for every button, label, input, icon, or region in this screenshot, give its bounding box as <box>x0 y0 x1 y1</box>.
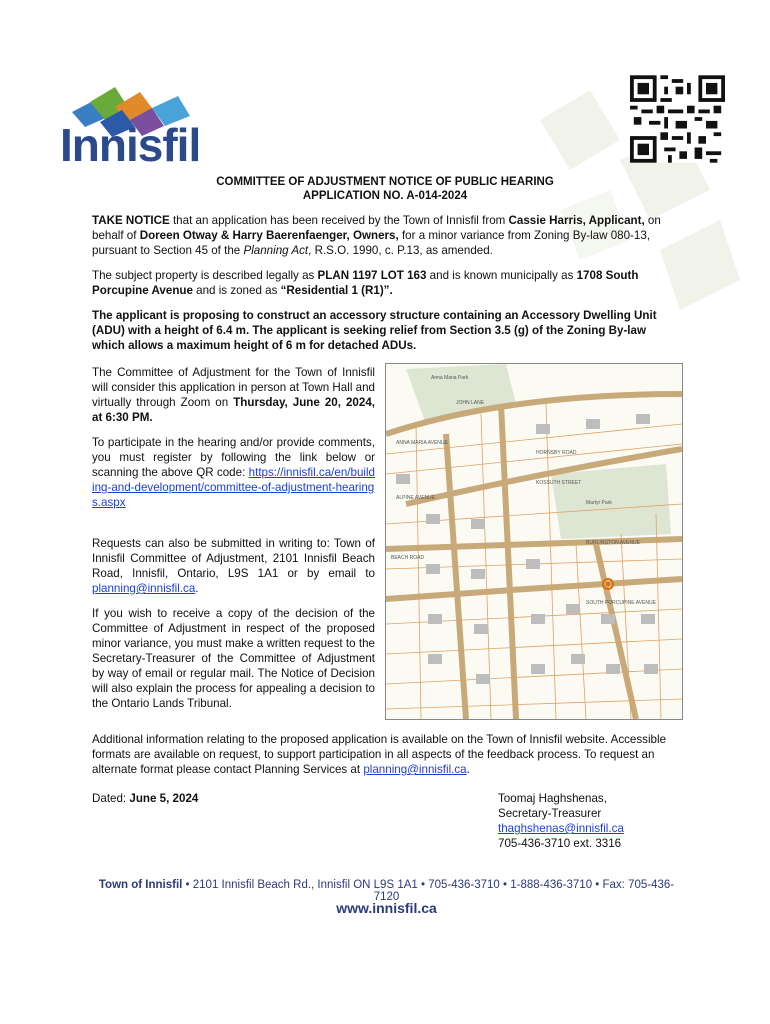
map-label-martyr-park: Martyr Park <box>586 500 612 506</box>
logo-wordmark: Innisfil <box>60 119 201 171</box>
footer-website-link[interactable]: www.innisfil.ca <box>336 900 437 916</box>
signatory-email-link[interactable]: thaghshenas@innisfil.ca <box>498 822 624 835</box>
additional-info-paragraph: Additional information relating to the proposed application is available on the Town of Innisfil website. Accessible formats are available on request, to support participation in all aspects of the feedback process. To request an alternate format please contact Planning Services at planning@innisfil.ca. <box>92 733 667 776</box>
map-label-burlington: BURLINGTON AVENUE <box>586 540 640 546</box>
map-label-beach-road: BEACH ROAD <box>391 555 425 561</box>
application-number: APPLICATION NO. A-014-2024 <box>302 190 468 202</box>
proposal-paragraph: The applicant is proposing to construct an accessory structure containing an Accessory Dwelling Unit (ADU) with a height of 6.4 m. The applicant is seeking relief from Section 3.5 (g) of the Zoning By-law which allows a maximum height of 6 m for detached ADUs. <box>92 309 657 352</box>
notice-title: COMMITTEE OF ADJUSTMENT NOTICE OF PUBLIC HEARING <box>216 176 554 188</box>
planning-email-link[interactable]: planning@innisfil.ca <box>92 582 196 595</box>
map-label-anna-maria-avenue: ANNA MARIA AVENUE <box>396 440 448 446</box>
location-map <box>385 363 683 720</box>
planning-email-link-2[interactable]: planning@innisfil.ca <box>363 763 467 776</box>
take-notice-paragraph: TAKE NOTICE that an application has been received by the Town of Innisfil from Cassie Harris, Applicant, on behalf of Doreen Otway & Harry Baerenfaenger, Owners, for a minor variance from Zoning By-law 080-13, pursuant to Section 45 of the Planning Act, R.S.O. 1990, c. P.13, as amended. <box>92 214 661 257</box>
dated-line: Dated: June 5, 2024 <box>92 792 199 805</box>
written-requests-paragraph: Requests can also be submitted in writing to: Town of Innisfil Committee of Adjustment, 2101 Innisfil Beach Road, Innisfil, Ontario, L9S 1A1 or by email to planning@innisfil.ca. <box>92 537 375 595</box>
map-label-hornsby: HORNSBY ROAD <box>536 450 577 456</box>
map-label-anna-maria-park: Anna Maria Park <box>431 375 469 381</box>
map-label-john-lane: JOHN LANE <box>456 400 485 406</box>
footer-contact-line: Town of Innisfil • 2101 Innisfil Beach Rd., Innisfil ON L9S 1A1 • 705-436-3710 • 1-888-436-3710 • Fax: 705-436-7120 <box>98 879 675 903</box>
map-drawing <box>386 364 682 719</box>
qr-code-icon[interactable] <box>630 75 725 163</box>
property-description-paragraph: The subject property is described legally as PLAN 1197 LOT 163 and is known municipally as 1708 South Porcupine Avenue and is zoned as “Residential 1 (R1)”. <box>92 269 639 297</box>
map-label-kossuth: KOSSUTH STREET <box>536 480 582 486</box>
signatory-role: Secretary-Treasurer <box>498 807 602 820</box>
registration-link[interactable]: https://innisfil.ca/en/building-and-development/committee-of-adjustment-hearings.aspx <box>92 466 375 509</box>
signatory-name: Toomaj Haghshenas, <box>498 792 607 805</box>
decision-copy-paragraph: If you wish to receive a copy of the decision of the Committee of Adjustment in respect of the proposed minor variance, you must make a written request to the Secretary-Treasurer of the Committee of Adjustment by way of email or regular mail. The Notice of Decision will also explain the process for appealing a decision to the Ontario Lands Tribunal. <box>92 607 375 710</box>
map-label-alpine: ALPINE AVENUE <box>396 495 436 501</box>
hearing-info-paragraph: The Committee of Adjustment for the Town of Innisfil will consider this application in person at Town Hall and virtually through Zoom on Thursday, June 20, 2024, at 6:30 PM. <box>92 366 375 424</box>
map-label-south-porcupine: SOUTH PORCUPINE AVENUE <box>586 600 656 606</box>
signatory-phone: 705-436-3710 ext. 3316 <box>498 837 622 850</box>
participation-paragraph: To participate in the hearing and/or provide comments, you must register by following the link below or scanning the above QR code: https://innisfil.ca/en/building-and-development/committee-of-adjustment-hearings.aspx <box>92 436 375 509</box>
